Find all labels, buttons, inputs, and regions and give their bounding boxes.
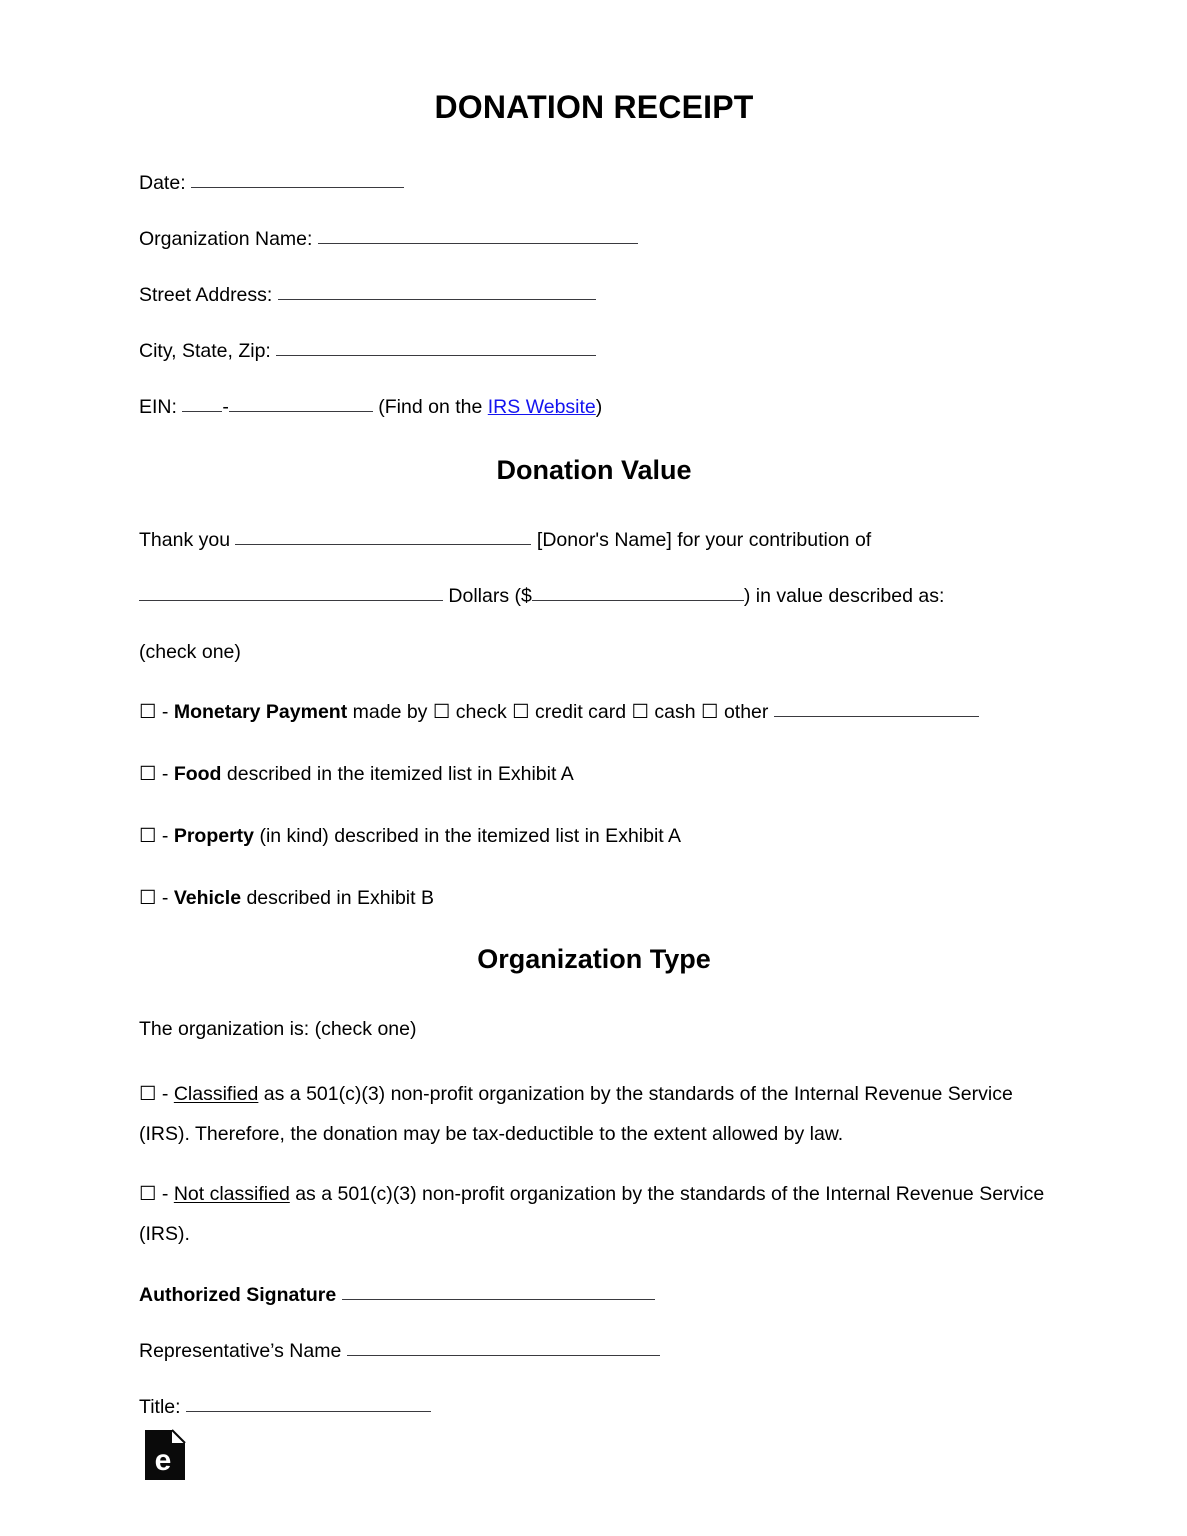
spacer	[139, 849, 1049, 885]
option-label-property: Property	[173, 825, 255, 847]
spacer	[139, 487, 1049, 527]
logo-letter-e: e	[154, 1444, 172, 1477]
field-ein-suffix-input[interactable]	[229, 396, 373, 412]
eforms-logo[interactable]	[143, 1428, 187, 1482]
organization-type-intro: The organization is: (check one)	[139, 1018, 417, 1040]
option-label-not-classified: Not classified	[173, 1183, 290, 1205]
representative-name-label: Representative’s Name	[139, 1340, 342, 1362]
field-city-state-zip-input[interactable]	[276, 340, 596, 356]
spacer	[139, 1154, 1049, 1174]
option-label-monetary-payment: Monetary Payment	[173, 701, 348, 723]
checkbox-other[interactable]: ☐	[701, 701, 719, 723]
ein-note-close: )	[595, 396, 603, 418]
irs-website-link[interactable]: IRS Website	[487, 396, 596, 418]
value-described-label: in value described as:	[755, 585, 945, 607]
checkbox-monetary-payment[interactable]: ☐	[139, 701, 157, 723]
authorized-signature-label: Authorized Signature	[139, 1284, 337, 1306]
field-date-input[interactable]	[191, 172, 404, 188]
checkbox-not-classified[interactable]: ☐	[139, 1183, 157, 1205]
donation-option-vehicle[interactable]	[139, 885, 1049, 911]
spacer	[139, 1254, 1049, 1282]
document-file-icon	[143, 1428, 187, 1482]
option-label-classified: Classified	[173, 1083, 259, 1105]
spacer	[139, 252, 1049, 282]
sub-option-label-other: other	[723, 701, 769, 723]
field-date-label: Date:	[139, 172, 186, 194]
dollars-words-input[interactable]	[139, 585, 443, 601]
authorized-signature-input[interactable]	[342, 1284, 655, 1300]
dollars-numeric-input[interactable]	[532, 585, 744, 601]
option-rest-classified: as a 501(c)(3) non-profit organization by the standards of the Internal Revenue Service (IRS). Therefore, the donation may be tax-deductible to the extent allowed by law.	[139, 1083, 1013, 1145]
field-date-row	[139, 170, 1049, 196]
field-organization-name-input[interactable]	[318, 228, 638, 244]
spacer	[139, 308, 1049, 338]
option-label-food: Food	[173, 763, 222, 785]
option-dash: -	[161, 1083, 169, 1105]
spacer	[139, 1042, 1049, 1074]
spacer	[139, 1308, 1049, 1338]
title-row	[139, 1394, 1049, 1420]
sub-option-label-credit-card: credit card	[535, 701, 627, 723]
checkbox-vehicle[interactable]: ☐	[139, 887, 157, 909]
field-street-address-row	[139, 282, 1049, 308]
checkbox-cash[interactable]: ☐	[631, 701, 649, 723]
sub-option-label-cash: cash	[654, 701, 696, 723]
thank-you-row	[139, 527, 1049, 553]
option-rest-property: (in kind) described in the itemized list in Exhibit A	[254, 825, 682, 847]
other-payment-input[interactable]	[774, 701, 979, 717]
donor-name-input[interactable]	[235, 529, 531, 545]
close-paren-label: )	[743, 585, 751, 607]
option-dash: -	[161, 887, 169, 909]
checkbox-check[interactable]: ☐	[432, 701, 451, 723]
sub-option-label-check: check	[455, 701, 507, 723]
field-city-state-zip-label: City, State, Zip:	[139, 340, 271, 362]
option-dash: -	[161, 1183, 169, 1205]
field-organization-name-label: Organization Name:	[139, 228, 313, 250]
option-rest-monetary-payment: made by	[347, 701, 433, 723]
checkbox-classified[interactable]: ☐	[139, 1083, 157, 1105]
spacer	[139, 609, 1049, 639]
dollars-amount-row	[139, 583, 1049, 609]
organization-option-not-classified[interactable]	[139, 1174, 1049, 1254]
section-heading-organization-type: Organization Type	[477, 944, 711, 974]
option-dash: -	[161, 763, 169, 785]
check-one-label-donation: (check one)	[139, 641, 241, 663]
option-rest-food: described in the itemized list in Exhibit A	[221, 763, 574, 785]
organization-option-classified[interactable]	[139, 1074, 1049, 1154]
option-dash: -	[161, 701, 169, 723]
option-dash: -	[161, 825, 169, 847]
document-body	[139, 0, 1049, 1420]
authorized-signature-row	[139, 1282, 1049, 1308]
spacer	[139, 196, 1049, 226]
spacer	[139, 725, 1049, 761]
checkbox-credit-card[interactable]: ☐	[512, 701, 530, 723]
donor-placeholder-label: [Donor's Name]	[536, 529, 672, 551]
ein-separator: -	[222, 396, 229, 418]
checkbox-property[interactable]: ☐	[139, 825, 157, 847]
thank-you-prefix: Thank you	[139, 529, 231, 551]
option-rest-not-classified: as a 501(c)(3) non-profit organization by the standards of the Internal Revenue Service (IRS).	[139, 1183, 1045, 1245]
title-field-input[interactable]	[186, 1396, 431, 1412]
option-rest-vehicle: described in Exhibit B	[241, 887, 434, 909]
spacer	[139, 1364, 1049, 1394]
spacer	[139, 787, 1049, 823]
representative-name-row	[139, 1338, 1049, 1364]
donation-option-monetary-payment[interactable]	[139, 699, 1049, 725]
field-ein-prefix-input[interactable]	[182, 396, 222, 412]
donation-option-food[interactable]	[139, 761, 1049, 787]
section-heading-donation-value: Donation Value	[496, 455, 692, 485]
field-organization-name-row	[139, 226, 1049, 252]
spacer	[139, 364, 1049, 394]
field-ein-label: EIN:	[139, 396, 177, 418]
contribution-text: for your contribution of	[677, 529, 872, 551]
dollars-word-label: Dollars ($	[448, 585, 532, 607]
field-street-address-input[interactable]	[278, 284, 596, 300]
field-street-address-label: Street Address:	[139, 284, 273, 306]
ein-note-open: (Find on the	[378, 396, 488, 418]
representative-name-input[interactable]	[347, 1340, 660, 1356]
option-label-vehicle: Vehicle	[173, 887, 242, 909]
checkbox-food[interactable]: ☐	[139, 763, 157, 785]
spacer	[139, 976, 1049, 1016]
title-field-label: Title:	[139, 1396, 181, 1418]
spacer	[139, 126, 1049, 170]
field-ein-row	[139, 394, 1049, 420]
field-city-state-zip-row	[139, 338, 1049, 364]
page-title: DONATION RECEIPT	[434, 89, 754, 125]
spacer	[139, 665, 1049, 699]
donation-option-property[interactable]	[139, 823, 1049, 849]
spacer	[139, 553, 1049, 583]
